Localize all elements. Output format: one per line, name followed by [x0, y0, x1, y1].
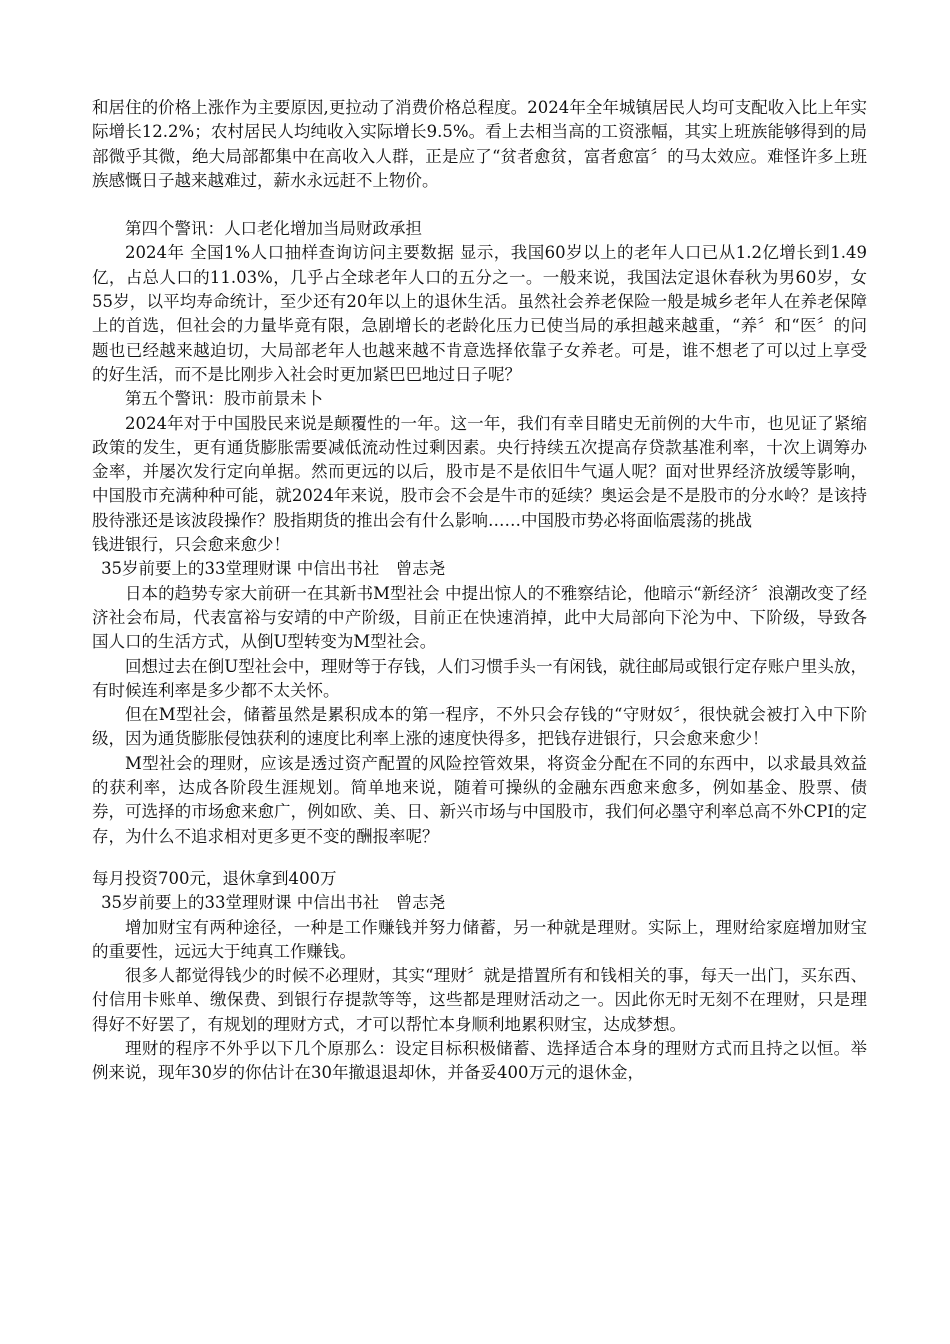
section-title-bank-savings: 钱进银行，只会愈来愈少！ [92, 535, 290, 555]
paragraph-wealth-ways: 增加财宝有两种途径，一种是工作赚钱并努力储蓄，另一种就是理财。实际上，理财给家庭增加财宝的重要性，远远大于纯真工作赚钱。 [92, 917, 867, 961]
document-page [92, 96, 867, 1086]
paragraph-asset-allocation: M型社会的理财，应该是透过资产配置的风险控管效果，将资金分配在不同的东西中，以求最具效益的获利率，达成各阶段生涯规划。简单地来说，随着可操纵的金融东西愈来愈多，例如基金、股票、债券，可选择的市场愈来愈广，例如欧、美、日、新兴市场与中国股市，我们何必墨守利率总高不外CPI的定存，为什么不追求相对更多更不变的酬报率呢？ [92, 753, 867, 846]
paragraph-u-society: 回想过去在倒U型社会中，理财等于存钱，人们习惯手头一有闲钱，就往邮局或银行定存账户里头放，有时候连利率是多少都不太关怀。 [92, 656, 867, 700]
source-line-1: 35岁前要上的33堂理财课 中信出书社 曾志尧 [101, 559, 446, 579]
blank-line [92, 193, 867, 217]
paragraph-aging-population: 2024年 全国1%人口抽样查询访问主要数据 显示，我国60岁以上的老年人口已从1.2亿增长到1.49亿，占总人口的11.03%，几乎占全球老年人口的五分之一。一般来说，我国法定退休春秋为男60岁，女55岁，以平均寿命统计，至少还有20年以上的退休生活。虽然社会养老保险一般是城乡老年人在养老保障上的首选，但社会的力量毕竟有限，急剧增长的老龄化压力已使当局的承担越来越重，“养〞和“医〞的问题也已经越来越迫切，大局部老年人也越来越不肯意选择依靠子女养老。可是，谁不想老了可以过上享受的好生活，而不是比刚步入社会时更加紧巴巴地过日子呢？ [92, 243, 867, 384]
paragraph-savings-inflation: 但在M型社会，储蓄虽然是累积成本的第一程序，不外只会存钱的“守财奴〞，很快就会被打入中下阶级，因为通货膨胀侵蚀获利的速度比利率上涨的速度快得多，把钱存进银行，只会愈来愈少！ [92, 705, 867, 749]
section-title-monthly-investment: 每月投资700元，退休拿到400万 [92, 868, 337, 888]
heading-warning-4: 第四个警讯：人口老化增加当局财政承担 [125, 219, 422, 239]
paragraph-finance-principles: 理财的程序不外乎以下几个原那么：设定目标积极储蓄、选择适合本身的理财方式而且持之以恒。举例来说，现年30岁的你估计在30年撤退退却休，并备妥400万元的退休金， [92, 1038, 867, 1083]
paragraph-stock-market: 2024年对于中国股民来说是颠覆性的一年。这一年，我们有幸目睹史无前例的大牛市，也见证了紧缩政策的发生，更有通货膨胀需要减低流动性过剩因素。央行持续五次提高存贷款基准利率，十次上调筹办金率，并屡次发行定向单据。然而更远的以后，股市是不是依旧牛气逼人呢？面对世界经济放缓等影响，中国股市充满种种可能，就2024年来说，股市会不会是牛市的延续？奥运会是不是股市的分水岭？是该持股待涨还是该波段操作？股指期货的推出会有什么影响……中国股市势必将面临震荡的挑战 [92, 413, 867, 530]
blank-line [92, 849, 867, 867]
heading-warning-5: 第五个警讯：股市前景未卜 [125, 389, 323, 409]
paragraph-m-society: 日本的趋势专家大前研一在其新书M型社会 中提出惊人的不雅察结论，他暗示“新经济〞浪潮改变了经济社会布局，代表富裕与安靖的中产阶级，目前正在快速消掉，此中大局部向下沦为中、下阶级，导致各国人口的生活方式，从倒U型转变为M型社会。 [92, 583, 867, 652]
paragraph-daily-finance: 很多人都觉得钱少的时候不必理财，其实“理财〞就是措置所有和钱相关的事，每天一出门，买东西、付信用卡账单、缴保费、到银行存提款等等，这些都是理财活动之一。因此你无时无刻不在理财，只是理得好不好罢了，有规划的理财方式，才可以帮忙本身顺利地累积财宝，达成梦想。 [92, 966, 867, 1034]
source-line-2: 35岁前要上的33堂理财课 中信出书社 曾志尧 [101, 893, 446, 913]
paragraph-price-income: 和居住的价格上涨作为主要原因,更拉动了消费价格总程度。2024年全年城镇居民人均可支配收入比上年实际增长12.2%；农村居民人均纯收入实际增长9.5%。看上去相当高的工资涨幅，其实上班族能够得到的局部微乎其微，绝大局部都集中在高收入人群，正是应了“贫者愈贫，富者愈富〞的马太效应。难怪许多上班族感慨日子越来越难过，薪水永远赶不上物价。 [92, 98, 867, 190]
